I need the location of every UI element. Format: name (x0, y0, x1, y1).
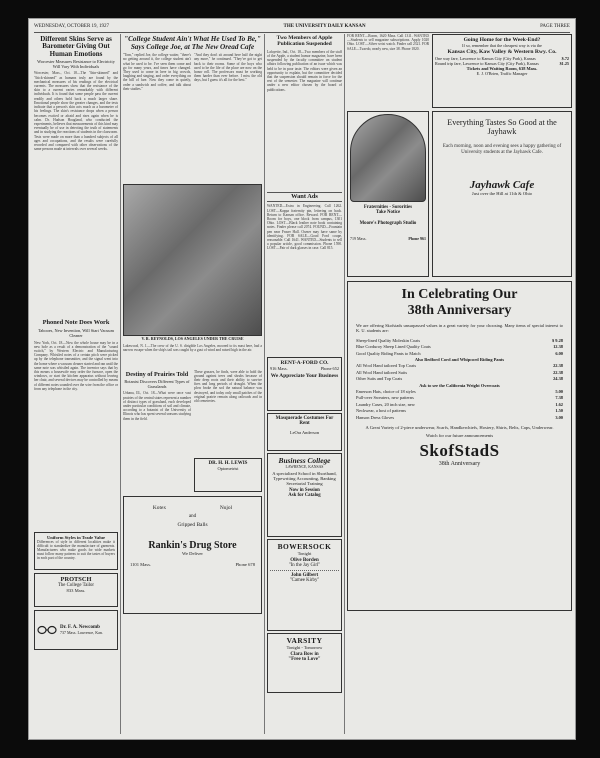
drugstore-phone: Phone 678 (235, 561, 255, 567)
optometrist-name: DR. H. H. LEWIS (208, 460, 248, 466)
travel-title: Going Home for the Week-End? (463, 37, 541, 43)
article-body: New York, Oct. 18—Now the whole house may be in a new hole as a result of a demonstration of the "sound switch," by Western Electric and Manufacturing Company. Whistled notes of a certain pitch were picked up by the telephone transmitter, and the signal went into the home where a vacuum cleaner started and ran until the same note was whistled again. The inventor says that by this means a housewife may order the furnace, open the windows, or start the kitchen apparatus without leaving her chair, and several devices may be controlled by means of different notes sounded over the wire from the office or from any telephone in the city. (34, 340, 118, 391)
cafe-tagline: Everything Tastes So Good at the Jayhawk (447, 118, 557, 136)
theater-tonight: Tonight (297, 551, 312, 557)
optometrist-ad (194, 458, 262, 492)
ann-item-price: 22.38 (553, 363, 563, 369)
theater-name: BOWERSOCK (277, 542, 332, 552)
drugstore-name: Rankin's Drug Store (148, 539, 237, 551)
article-headline: Different Skins Serve as Barometer Giving Out Human Emotions (40, 35, 112, 58)
article-subhead: Tabooes, New Invention, Will Start Vacuum Cleaner (38, 328, 114, 338)
column-2 (123, 34, 262, 734)
drug-item: and (188, 513, 197, 519)
drug-item: Kotex (152, 504, 167, 511)
ad-box (34, 532, 118, 570)
ann-item-name: All Wool Hand tailored Top Coats (356, 363, 417, 369)
drugstore-ad (123, 496, 262, 614)
college-name: Business College (278, 456, 331, 466)
photo-caption: V. R. REYNOLDS, LOS ANGELES UNDER THE CRUISE (141, 336, 244, 342)
store-name: SkofStadS (419, 441, 500, 461)
column-3 (267, 34, 342, 734)
want-ads-body: WANTED—Extra in Engineering. Call 1262. LOST—Kappa fraternity pin, lettering on back. Return to Kansan office. Reward. FOR RENT—Room for boys, one block from campus, 1301 Ohio. LOST—Black leather note book containing notes. Finder please call 2074. FOUND—Fountain pen near Fraser Hall. Owner may have same by identifying. FOR SALE—Good Ford coupe, reasonable. Call 1641. WANTED—Students to sell a popular article, good commission. Phone 1590. LOST—Pair of dark glasses in case. Call 815. (267, 204, 342, 251)
article-headline: Destiny of Prairies Told (125, 370, 189, 378)
ann-item-name: Other Suits and Top Coats (356, 376, 403, 382)
studio-line: Take Notice (375, 210, 401, 215)
article-body: These grasses, he finds, were able to hold the ground against trees and shrubs because of their deep roots and their ability to survive fires and long periods of drought. When the plow broke the sod the natural balance was destroyed, and today only small patches of the original prairie remain along railroads and in old cemeteries. (194, 369, 262, 403)
college-city: LAWRENCE, KANSAS (285, 465, 324, 470)
ann-item (356, 415, 563, 421)
cafe-address: Just over the Hill at 11th & Ohio (471, 190, 533, 196)
article-subhead: Worcester Measures Resistance to Electricity Will Vary With Individuals (37, 59, 115, 69)
optometrist-ad (34, 610, 118, 650)
theater-star: Olive Borden (290, 558, 319, 564)
theater-tonight: Tonight - Tomorrow (286, 645, 323, 651)
ann-item-name: Ask to see the California Weight Overcoats (419, 382, 500, 388)
tailor-address: 833 Mass. (66, 587, 86, 593)
theater-ad (267, 539, 342, 631)
ann-item-price: $ 9.28 (552, 337, 563, 343)
ann-item-name: Good Quality Riding Pants to Match (356, 350, 421, 356)
tailor-tagline: The College Tailor (57, 582, 95, 588)
travel-agent: E. J. O'Brien, Traffic Manager (476, 71, 528, 76)
ann-item-name: Sheep-lined Quality Moleskin Coats (356, 337, 421, 343)
want-ads-heading: Want Ads (267, 192, 342, 203)
ann-intro: We are offering Skofstads unsurpassed values in a great variety for your choosing. Many items of special interest to K. U. students are: (356, 323, 563, 334)
rental-address: 916 Mass. (270, 366, 288, 372)
theater-film: "Camee Kirby" (289, 578, 320, 584)
article-headline: Two Members of Apple Publication Suspended (276, 35, 333, 47)
ann-item-price: 6.00 (555, 350, 563, 356)
cafe-name: Jayhawk Cafe (469, 178, 535, 191)
tailor-ad (34, 573, 118, 607)
column-rule (264, 34, 265, 734)
masthead-paper: THE UNIVERSITY DAILY KANSAN (283, 24, 366, 29)
ann-item-name: Emerson Hats, choice of 18 styles (356, 389, 416, 395)
ann-item-price: 7.38 (555, 395, 563, 401)
optometrist-name: Dr. F. A. Newcomb (60, 624, 100, 630)
column-rule (120, 34, 121, 734)
portrait-photo (350, 114, 426, 202)
photo-studio-ad (347, 111, 429, 277)
theater-star: John Gilbert (290, 573, 319, 579)
news-photo (123, 184, 262, 336)
optometrist-title: Optometrist (217, 465, 239, 471)
anniversary-ad (347, 281, 572, 611)
travel-intro: If so, remember that the cheapest way is via the (462, 43, 542, 48)
costume-owner: LeOra Anderson (289, 430, 320, 436)
travel-fare: $1.25 (559, 61, 569, 66)
theater-star: Clara Bow in (290, 652, 319, 658)
studio-address: 719 Mass. (350, 236, 367, 241)
drugstore-sub: We Deliver (182, 550, 203, 556)
ann-watch: Watch for our future announcements (425, 433, 494, 439)
column-rule (344, 34, 345, 734)
ann-item-price: 24.38 (553, 376, 563, 382)
ann-item-price: 3.00 (555, 414, 563, 420)
masthead-page: PAGE THREE (540, 24, 570, 29)
travel-company: Kansas City, Kaw Valley & Western Rwy. Co. (447, 49, 557, 55)
theater-name: VARSITY (286, 636, 323, 646)
drug-item: Gripped Balls (177, 521, 208, 528)
ann-item-name: All Wool Hand tailored Suits (356, 369, 408, 375)
article-subhead: Botanist Discovers Different Types of Grasslands (124, 379, 190, 389)
ann-line2: 38th Anniversary (407, 303, 512, 318)
theater-film: "Free to Love" (288, 657, 321, 663)
column-1 (34, 34, 118, 734)
theater-film: "In the Jay Girl" (288, 563, 321, 569)
travel-route: One way fare, Lawrence to Kansas City (City Park), Kansas (435, 56, 536, 61)
masthead-date: WEDNESDAY, OCTOBER 19, 1927 (34, 24, 110, 29)
rental-ad (267, 357, 342, 411)
rental-phone: Phone 652 (320, 366, 339, 372)
costume-ad (267, 413, 342, 451)
costume-title: Masquerade Costumes For Rent (275, 416, 334, 427)
ann-item-price: 1.62 (555, 401, 563, 407)
theater-ad (267, 633, 342, 693)
ann-item-name: Neckwear, a host of patterns (356, 408, 406, 414)
cafe-ad (432, 111, 572, 277)
ann-more: A Great Variety of 2-piece underwear, Scarfs, Handkerchiefs, Hosiery, Shirts, Belts, Caps, Underwear. (365, 425, 554, 431)
ann-item-name: Hanson Dress Gloves (356, 414, 395, 420)
article-body: "And they don't sit around here half the night any more," he continued. "They've got to get back to their rooms. Some of the boys who used to be the life of the place are now on the honor roll. The professors must be working them harder than ever before. I miss the old days, but I guess it's all for the best." (194, 53, 262, 83)
ann-item-list (356, 338, 563, 421)
ann-line1: In Celebrating Our (401, 287, 518, 302)
optometrist-address: 737 Mass. Lawrence, Kan. (60, 629, 103, 635)
caption-body: Lakewood, N. J.—The crew of the U. S. dirigible Los Angeles, moored to its mast here, had a narrow escape when the ship's tail was caught by a gust of wind and raised high in the air. (123, 343, 262, 352)
tailor-name: PROTSCH (60, 575, 92, 583)
studio-phone: Phone 961 (408, 236, 426, 241)
article-body: Lafayette, Ind., Oct. 18—Two members of the staff of the Apple, a student humor magazine, have been suspended by the faculty committee on student affairs following publication of an issue which was held to be in poor taste. The editors were given an opportunity to explain, but the committee decided that the suspension should remain in force for the rest of the semester. The magazine will continue under a new editor chosen by the board of publications. (267, 49, 342, 92)
ann-item-name: Also Bedford Cord and Whipcord Riding Pants (414, 357, 505, 363)
business-college-ad (267, 453, 342, 537)
ann-item-price: 22.38 (553, 369, 563, 375)
ann-item-price: 12.38 (553, 344, 563, 350)
ad-headline: Uniform Styles in Trade Value (46, 534, 106, 540)
drug-item: Nujol (219, 504, 233, 511)
article-body: Urbana, Ill., Oct. 18—What were once vast prairies of the central states represent a number of distinct types of grassland, each developed under particular conditions of soil and climate, according to a botanist of the University of Illinois who has spent several seasons studying them in the field. (123, 391, 191, 421)
ad-body: Differences of style in different localities make it difficult to standardize the manufacture of garments. Manufacturers who make goods for wide markets must follow many patterns to suit the tastes of buyers in each part of the country. (37, 539, 115, 561)
rental-name: RENT-A-FORD CO. (280, 360, 329, 367)
store-sub: 38th Anniversary (438, 461, 481, 468)
college-catalog: Ask for Catalog (288, 493, 321, 499)
college-session: Now in Session (289, 488, 320, 494)
eyeglasses-icon (37, 624, 57, 636)
article-body: "Tom," replied Joe, the college waiter, "there's no getting around it, the college student ain't what he used to be. I've seen them come and go for many years, and times have changed. They used to come in here in big crowds, laughing and singing, and order everything on the bill of fare. Now they come in quietly, order a sandwich and coffee, and talk about their studies." (123, 53, 191, 91)
studio-name: Moore's Photograph Studio (359, 221, 417, 226)
ann-item-name: Laundry Cases, 20 inch size, new (356, 401, 415, 407)
ann-item-name: Blue Corduroy Sheep Lined Quality Coats (356, 344, 431, 350)
column-4 (347, 34, 572, 734)
travel-route: Round trip fare, Lawrence to Kansas City (City Park), Kansas (435, 61, 539, 66)
travel-fare: $.72 (561, 56, 569, 61)
ann-item-name: Pull-over Sweaters, new patterns (356, 395, 414, 401)
rental-tagline: We Appreciate Your Business (270, 373, 339, 380)
article-headline: Phoned Note Does Work (42, 319, 110, 327)
want-ads-body: FOR RENT—Room, 1620 Mass. Call 1311. WANTED—Students to sell magazine subscriptions. Apply 1020 Ohio. LOST—Silver wrist watch. Finder call 2321. FOR SALE—Tuxedo, nearly new, size 38. Phone 1820. (347, 34, 429, 51)
cafe-copy: Each morning, noon and evening sees a happy gathering of University students at the Jayhawk Cafe. (442, 144, 562, 156)
ann-item-price: 1.50 (555, 408, 563, 414)
travel-tickets: Tickets and Waiting Room, 638 Mass. (466, 66, 538, 71)
studio-line: Fraternities - Sororities (363, 205, 413, 210)
masthead (34, 24, 570, 33)
drugstore-address: 1101 Mass. (130, 561, 152, 567)
newspaper-page (28, 18, 576, 740)
college-copy: A specialized School in Shorthand, Typewriting Accounting, Banking Secretarial Training (272, 471, 337, 487)
article-body: Worcester, Mass., Oct. 18—The "thin-skinned" and "thick-skinned" as humans truly are found by the mechanical measures of his readings of the electrical currents. The measures show that the resistance of the skin to a current varies remarkably with different individuals. It is found that some people pass the current readily and others hold back a much larger share. Emotional people show the greater changes, and the tests indicate that a person's skin acts much as a barometer of his feelings. The skin's resistance drops when a person becomes excited or afraid and rises again when he is calm. Dr. Hudson Hoagland, who conducted the experiments, believes that measurements of this kind may eventually be of use in detecting the truth of statements and in studying the reactions of students in the classroom. Tests were made on more than a hundred subjects of all ages and occupations, and the results were carefully recorded and compared with other observations of the same persons made at intervals over several weeks. (34, 71, 118, 152)
article-headline: "College Student Ain't What He Used To Be," Says College Joe, at The New Oread Cafe (124, 35, 261, 51)
travel-ad (432, 34, 572, 108)
ann-item-price: 5.00 (555, 389, 563, 395)
